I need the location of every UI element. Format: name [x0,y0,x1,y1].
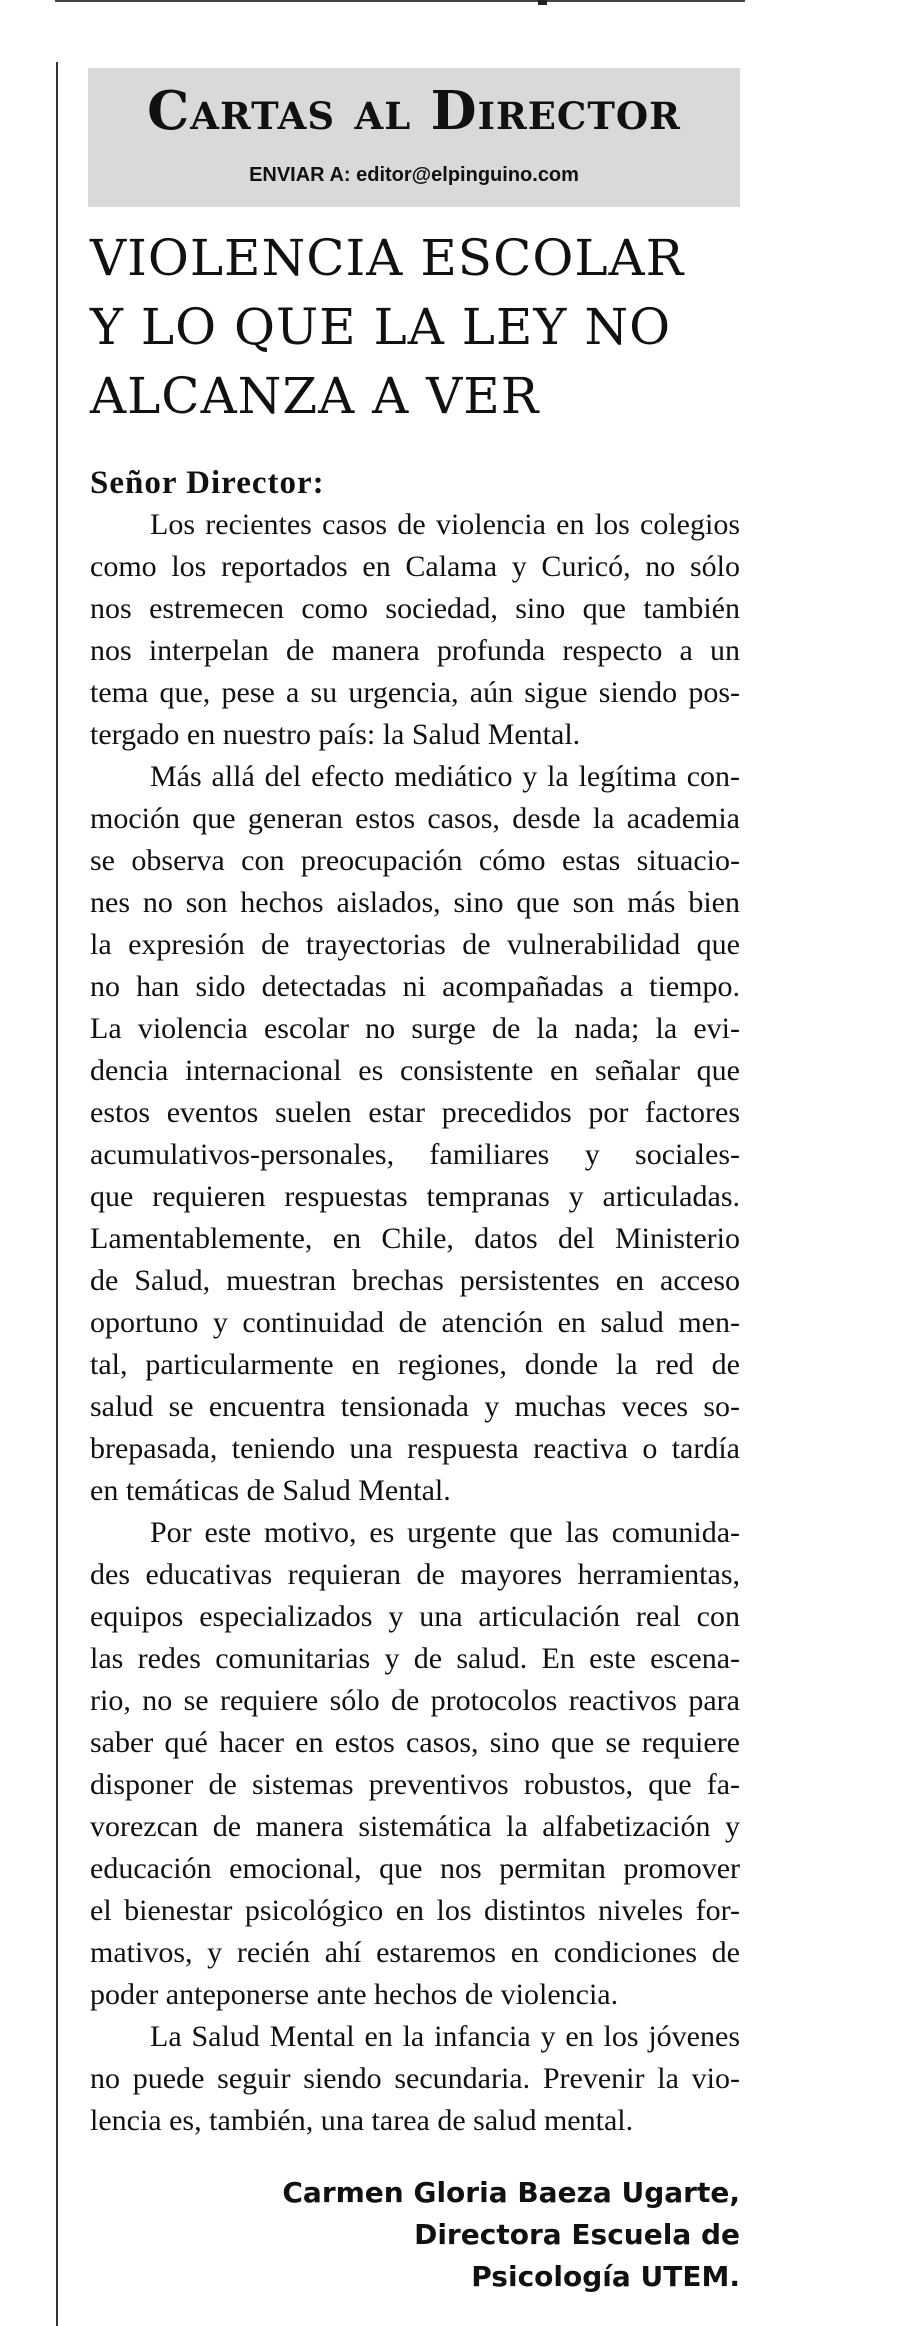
letter-headline [90,224,740,431]
body-line: las redes comunitarias y de salud. En este escena- [90,1642,740,1675]
body-line: tal, particularmente en regiones, donde la red de [90,1348,740,1381]
body-line: salud se encuentra tensionada y muchas veces so- [90,1390,740,1423]
body-line: mativos, y recién ahí estaremos en condiciones de [90,1936,740,1969]
top-rule [55,0,745,2]
body-line: no puede seguir siendo secundaria. Prevenir la vio- [90,2062,740,2095]
letter-greeting: Señor Director: [90,465,325,501]
signature-role: Directora Escuela de [414,2218,740,2251]
body-line: oportuno y continuidad de atención en salud men- [90,1306,740,1339]
body-line: que requieren respuestas tempranas y articuladas. [90,1180,740,1213]
section-title: Cartas al Director [147,80,681,142]
body-line: disponer de sistemas preventivos robustos, que fa- [90,1768,740,1801]
body-line: tema que, pese a su urgencia, aún sigue siendo pos- [90,676,740,709]
body-line: La violencia escolar no surge de la nada; la evi- [90,1012,740,1045]
letter-body [90,504,740,2142]
body-line: acumulativos-personales, familiares y sociales- [90,1138,740,1171]
section-header [88,68,740,207]
body-line: se observa con preocupación cómo estas situacio- [90,844,740,877]
column-rule [56,62,58,2326]
top-tick-mark [538,0,547,5]
body-line: nes no son hechos aislados, sino que son más bien [90,886,740,919]
body-line: en temáticas de Salud Mental. [90,1474,451,1507]
body-line: como los reportados en Calama y Curicó, no sólo [90,550,740,583]
body-line: La Salud Mental en la infancia y en los jóvenes [150,2020,740,2053]
headline-line: VIOLENCIA ESCOLAR [90,229,685,287]
body-line: poder anteponerse ante hechos de violencia. [90,1978,619,2011]
body-line: no han sido detectadas ni acompañadas a tiempo. [90,970,740,1003]
body-line: de Salud, muestran brechas persistentes en acceso [90,1264,740,1297]
signature-block [150,2172,740,2298]
body-line: el bienestar psicológico en los distintos niveles for- [90,1894,740,1927]
send-to-email: ENVIAR A: editor@elpinguino.com [249,164,579,186]
body-line: rio, no se requiere sólo de protocolos reactivos para [90,1684,740,1717]
body-line: equipos especializados y una articulación real con [90,1600,740,1633]
body-line: tergado en nuestro país: la Salud Mental. [90,718,581,751]
body-line: nos estremecen como sociedad, sino que también [90,592,740,625]
body-line: estos eventos suelen estar precedidos por factores [90,1096,740,1129]
body-line: educación emocional, que nos permitan promover [90,1852,740,1885]
body-line: moción que generan estos casos, desde la academia [90,802,740,835]
signature-name: Carmen Gloria Baeza Ugarte, [282,2176,740,2209]
body-line: nos interpelan de manera profunda respecto a un [90,634,740,667]
body-line: Por este motivo, es urgente que las comunida- [150,1516,740,1549]
body-line: dencia internacional es consistente en señalar que [90,1054,740,1087]
body-line: Los recientes casos de violencia en los colegios [150,508,740,541]
body-line: saber qué hacer en estos casos, sino que se requiere [90,1726,740,1759]
signature-institution: Psicología UTEM. [471,2260,740,2293]
headline-line: Y LO QUE LA LEY NO [90,298,672,356]
body-line: la expresión de trayectorias de vulnerabilidad que [90,928,740,961]
headline-line: ALCANZA A VER [90,367,540,425]
body-line: des educativas requieran de mayores herramientas, [90,1558,740,1591]
body-line: lencia es, también, una tarea de salud mental. [90,2104,634,2137]
body-line: brepasada, teniendo una respuesta reactiva o tardía [90,1432,740,1465]
body-line: Más allá del efecto mediático y la legítima con- [150,760,740,793]
body-line: Lamentablemente, en Chile, datos del Ministerio [90,1222,740,1255]
body-line: vorezcan de manera sistemática la alfabetización y [90,1810,740,1843]
